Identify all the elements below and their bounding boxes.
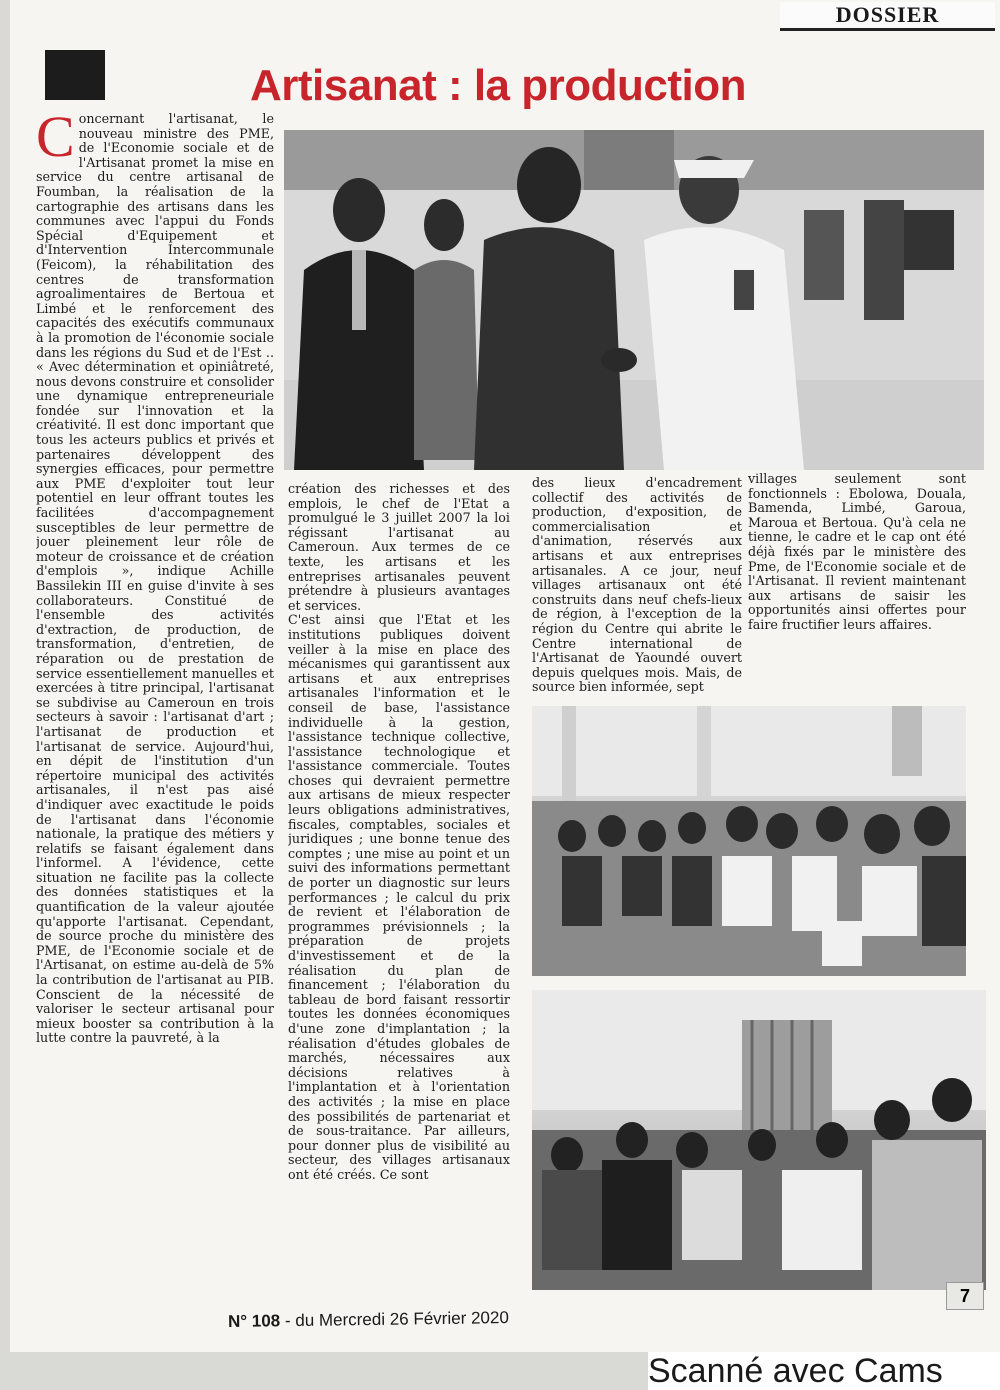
article-column-2 bbox=[288, 482, 510, 1338]
column-2-paragraph-1: création des richesses et des emplois, le chef de l'Etat a promulgué le 3 juillet 2007 la loi régissant l'artisanat au Cameroun. Aux termes de ce texte, les artisans et les entreprises artisanales peuvent prétendre à plusieurs avantages et services. bbox=[288, 482, 510, 613]
page-number: 7 bbox=[946, 1282, 984, 1310]
scanner-watermark: Scanné avec Cams bbox=[648, 1352, 1000, 1390]
photo-audience-drawing bbox=[532, 706, 966, 976]
photo-meeting-drawing bbox=[532, 990, 986, 1290]
section-marker-block bbox=[45, 50, 105, 100]
article-column-3 bbox=[532, 476, 742, 708]
column-1-text: oncernant l'artisanat, le nouveau ministre des PME, de l'Economie sociale et de l'Artisanat promet la mise en service du centre artisanal de Foumban, la réalisation de la cartographie des artisans dans les communes avec l'appui du Fonds Spécial d'Equipement et d'Intervention Intercommunale (Feicom), la réhabilitation des centres de transformation agroalimentaires de Bertoua et Limbé et le renforcement des capacités des exécutifs communaux à la promotion de l'économie sociale dans les régions du Sud et de l'Est .. « Avec détermination et opiniâtreté, nous devons construire et consolider une dynamique entrepreneuriale fondée sur l'innovation et la créativité. Il est donc important que tous les acteurs publics et privés et partenaires développent des synergies efficaces, pour permettre aux PME d'exploiter tout leur potentiel en leur offrant toutes les facilitées d'accompagnement susceptibles de leur permettre de jouer pleinement leur rôle de moteur de croissance et de création d'emplois », indique Achille Bassilekin III en guise d'invite à ses collaborateurs. Constitué de l'ensemble des activités d'extraction, de production, de transformation, d'entretien, de réparation ou de prestation de service essentiellement manuelles et exercées à titre principal, l'artisanat se subdivise au Cameroun en trois secteurs à savoir : l'artisanat d'art ; l'artisanat de production et l'artisanat de service. Aujourd'hui, en dépit de l'institution d'un répertoire municipal des activités artisanales, il n'est pas aisé d'indiquer avec exactitude le poids de l'artisanat dans l'économie nationale, la pratique des métiers y relatifs se faisant également dans l'informel. A l'évidence, cette situation ne facilite pas la collecte des données statistiques et la quantification de la valeur ajoutée qu'apporte l'artisanat. Cependant, de source proche du ministère des PME, de l'Economie sociale et de l'Artisanat, on estime au-delà de 5% la contribution de l'artisanat au PIB. Conscient de la nécessité de valoriser le secteur artisanal pour mieux booster sa contribution à la lutte contre la pauvreté, à la bbox=[36, 112, 274, 1046]
column-3-text: des lieux d'encadrement collectif des activités de production, d'exposition, de commercialisation et d'animation, réservés aux artisans et aux entreprises artisanales. A ce jour, neuf villages artisanaux ont été construits dans neuf chefs-lieux de région, à l'exception de la région du Centre qui abrite le Centre international de l'Artisanat de Yaoundé ouvert depuis quelques mois. Mais, de source bien informée, sept bbox=[532, 476, 742, 695]
column-4-text: villages seulement sont fonctionnels : Ebolowa, Douala, Bamenda, Limbé, Garoua, Maroua et Bertoua. Qu'à cela ne tienne, le cadre et le cap ont été déjà fixés par le ministère des Pme, de l'Economie sociale et de l'Artisanat. Il revient maintenant aux artisans de saisir les opportunités ainsi offertes pour faire fructifier leurs affaires. bbox=[748, 472, 966, 632]
article-column-4 bbox=[748, 472, 966, 662]
photo-handshake bbox=[284, 130, 984, 470]
issue-date: - du Mercredi 26 Février 2020 bbox=[284, 1308, 509, 1331]
page-footer bbox=[228, 1308, 509, 1332]
photo-handshake-drawing bbox=[284, 130, 984, 470]
photo-meeting bbox=[532, 990, 986, 1290]
section-label: DOSSIER bbox=[780, 2, 995, 31]
article-column-1 bbox=[36, 112, 274, 1332]
article-title: Artisanat : la production bbox=[250, 61, 746, 110]
photo-seated-audience bbox=[532, 706, 966, 976]
issue-number: N° 108 bbox=[227, 1311, 281, 1331]
column-2-paragraph-2: C'est ainsi que l'Etat et les institutions publiques doivent veiller à la mise en place des mécanismes qui garantissent aux artisans et aux entreprises artisanales l'information et le conseil de base, l'assistance individuelle à la gestion, l'assistance technique collective, l'assistance technologique et l'assistance commerciale. Toutes choses qui devraient permettre aux artisans de mieux respecter leurs obligations administratives, fiscales, comptables, sociales et juridiques ; une bonne tenue des comptes ; une mise au point et un suivi des informations permettant de porter un diagnostic sur leurs performances ; le calcul du prix de revient et l'élaboration de programmes prévisionnels ; la préparation de projets d'investissement et de la réalisation du plan de financement ; l'élaboration du tableau de bord faisant ressortir toutes les données économiques d'une zone d'implantation ; la réalisation d'études globales de marchés, nécessaires aux décisions relatives à l'implantation et à l'orientation des activités ; la mise en place des possibilités de partenariat et de sous-traitance. Par ailleurs, pour donner plus de visibilité au secteur, des villages artisanaux ont été créés. Ce sont bbox=[288, 612, 510, 1182]
drop-cap: C bbox=[36, 112, 75, 169]
